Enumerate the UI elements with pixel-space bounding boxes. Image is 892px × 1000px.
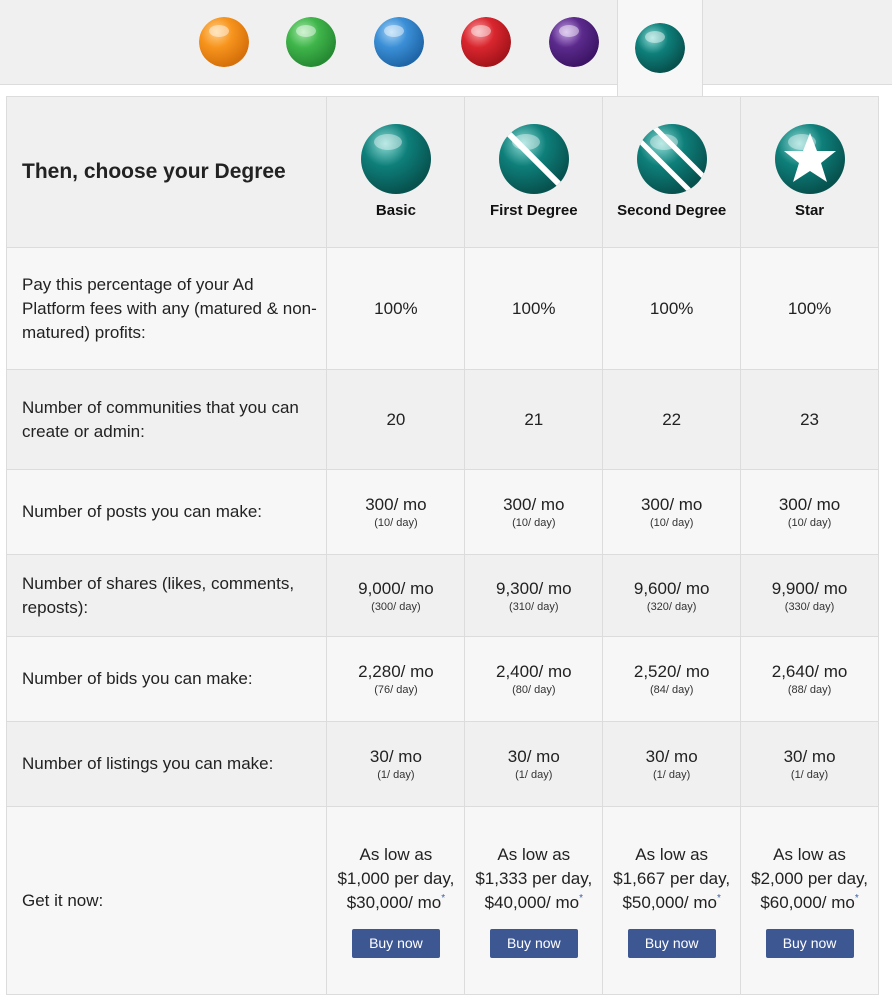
cell-value: 100% <box>603 248 741 370</box>
monthly-value: 2,400/ mo <box>495 662 572 681</box>
daily-value: (10/ day) <box>649 517 694 529</box>
header-row <box>7 97 879 248</box>
cell-value: 100% <box>741 248 879 370</box>
orange-orb-icon <box>199 17 249 67</box>
degree-name: Second Degree <box>617 202 727 219</box>
daily-value: (1/ day) <box>653 769 691 781</box>
daily-value: (1/ day) <box>515 769 553 781</box>
daily-value: (300/ day) <box>371 600 421 613</box>
teal-orb-icon <box>635 23 685 73</box>
buy-now-button-first-degree[interactable]: Buy now <box>490 929 578 958</box>
degree-name: First Degree <box>490 202 578 219</box>
color-tab-purple[interactable] <box>531 0 617 84</box>
price-text: As low as $2,000 per day, $60,000/ mo* <box>751 845 868 912</box>
monthly-value: 9,900/ mo <box>771 578 848 598</box>
monthly-value: 30/ mo <box>645 747 698 766</box>
price-text: As low as $1,333 per day, $40,000/ mo* <box>475 845 593 912</box>
purple-orb-icon <box>549 17 599 67</box>
row-label: Number of bids you can make: <box>7 637 327 722</box>
cell-value <box>465 470 603 555</box>
price-cell <box>465 807 603 995</box>
daily-value: (88/ day) <box>787 684 832 696</box>
table-row <box>7 248 879 370</box>
cell-value <box>741 722 879 807</box>
monthly-value: 30/ mo <box>507 747 560 766</box>
blue-orb-icon <box>374 17 424 67</box>
cell-value: 23 <box>741 370 879 470</box>
daily-value: (76/ day) <box>374 684 418 696</box>
daily-value: (10/ day) <box>374 517 418 529</box>
color-tab-blue[interactable] <box>356 0 442 84</box>
degree-first <box>465 97 603 248</box>
daily-value: (310/ day) <box>509 600 559 613</box>
degree-comparison-table <box>6 96 879 995</box>
color-tab-teal[interactable] <box>617 0 703 96</box>
daily-value: (80/ day) <box>512 684 556 696</box>
cell-value <box>465 555 603 637</box>
degree-basic <box>327 97 465 248</box>
cell-value <box>741 555 879 637</box>
monthly-value: 2,520/ mo <box>633 662 710 681</box>
cell-value <box>603 637 741 722</box>
daily-value: (10/ day) <box>787 517 832 529</box>
monthly-value: 9,300/ mo <box>495 578 572 598</box>
monthly-value: 2,280/ mo <box>358 662 434 681</box>
buy-now-button-second-degree[interactable]: Buy now <box>628 929 716 958</box>
cell-value <box>327 555 465 637</box>
row-label: Number of communities that you can create or admin: <box>7 370 327 470</box>
asterisk: * <box>716 893 721 904</box>
cell-value <box>327 470 465 555</box>
degree-name: Basic <box>375 202 416 219</box>
cell-value <box>465 722 603 807</box>
cell-value: 100% <box>465 248 603 370</box>
cell-value <box>465 637 603 722</box>
monthly-value: 30/ mo <box>369 747 422 766</box>
red-orb-icon <box>461 17 511 67</box>
cell-value: 20 <box>327 370 465 470</box>
price-cell <box>327 807 465 995</box>
teal-orb-star-icon <box>775 124 845 194</box>
price-text: As low as $1,667 per day, $50,000/ mo* <box>613 845 731 912</box>
row-label: Number of shares (likes, comments, reposts): <box>7 555 327 637</box>
daily-value: (10/ day) <box>512 517 556 529</box>
row-label: Number of posts you can make: <box>7 470 327 555</box>
asterisk: * <box>441 893 446 904</box>
cell-value: 22 <box>603 370 741 470</box>
monthly-value: 9,000/ mo <box>358 578 434 598</box>
teal-orb-two-stripes-icon <box>637 124 707 194</box>
cell-value <box>603 470 741 555</box>
table-row <box>7 722 879 807</box>
cell-value <box>741 470 879 555</box>
daily-value: (320/ day) <box>646 600 697 613</box>
monthly-value: 9,600/ mo <box>633 578 710 598</box>
table-row <box>7 637 879 722</box>
monthly-value: 300/ mo <box>640 495 703 514</box>
monthly-value: 300/ mo <box>365 495 427 514</box>
cell-value <box>741 637 879 722</box>
buy-now-button-star[interactable]: Buy now <box>766 929 854 958</box>
color-selector-bar <box>0 0 892 85</box>
cell-value <box>327 637 465 722</box>
daily-value: (1/ day) <box>377 769 415 781</box>
buy-now-button-basic[interactable]: Buy now <box>352 929 440 958</box>
color-tab-green[interactable] <box>268 0 354 84</box>
row-label: Number of listings you can make: <box>7 722 327 807</box>
daily-value: (1/ day) <box>790 769 829 781</box>
daily-value: (330/ day) <box>784 600 835 613</box>
page-title: Then, choose your Degree <box>22 159 286 183</box>
degree-name: Star <box>794 202 825 219</box>
price-cell <box>603 807 741 995</box>
monthly-value: 2,640/ mo <box>771 662 848 681</box>
asterisk: * <box>579 893 583 904</box>
monthly-value: 300/ mo <box>503 495 565 514</box>
color-tab-red[interactable] <box>443 0 529 84</box>
table-row <box>7 470 879 555</box>
cell-value: 21 <box>465 370 603 470</box>
table-row <box>7 370 879 470</box>
color-tab-orange[interactable] <box>181 0 267 84</box>
monthly-value: 300/ mo <box>778 495 841 514</box>
degree-star <box>741 97 879 248</box>
daily-value: (84/ day) <box>649 684 694 696</box>
row-label: Pay this percentage of your Ad Platform fees with any (matured & non-matured) profits: <box>7 248 327 370</box>
green-orb-icon <box>286 17 336 67</box>
asterisk: * <box>854 893 859 904</box>
cell-value <box>327 722 465 807</box>
price-text: As low as $1,000 per day, $30,000/ mo* <box>337 845 455 912</box>
degree-second <box>603 97 741 248</box>
teal-orb-icon <box>361 124 431 194</box>
table-row <box>7 807 879 995</box>
price-cell <box>741 807 879 995</box>
monthly-value: 30/ mo <box>783 747 836 766</box>
cell-value <box>603 722 741 807</box>
cell-value <box>603 555 741 637</box>
cell-value: 100% <box>327 248 465 370</box>
teal-orb-one-stripe-icon <box>499 124 569 194</box>
table-row <box>7 555 879 637</box>
row-label: Get it now: <box>7 807 327 995</box>
header-title-cell <box>7 97 327 248</box>
